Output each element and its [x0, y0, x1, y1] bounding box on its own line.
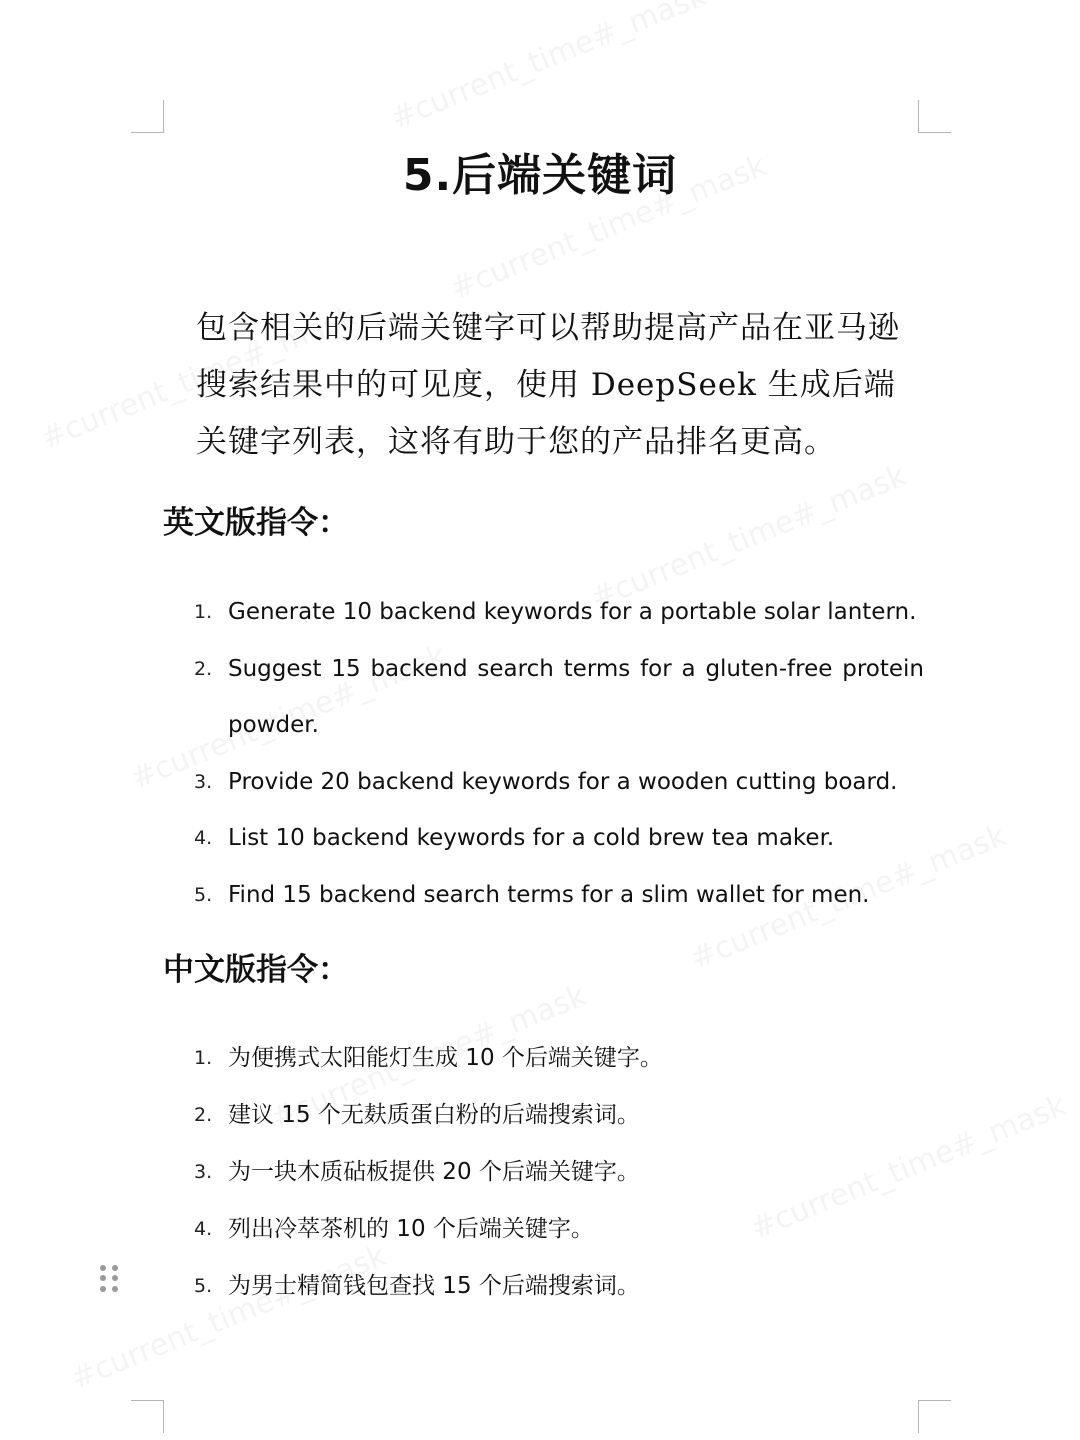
- chinese-prompt-list: [194, 1030, 924, 1315]
- list-item-text: Generate 10 backend keywords for a portable solar lantern.: [228, 599, 917, 625]
- list-item-text: 建议 15 个无麸质蛋白粉的后端搜索词。: [228, 1102, 640, 1128]
- crop-mark-bottom-left: [131, 1400, 164, 1433]
- list-item: [194, 1030, 924, 1087]
- list-item: [194, 1144, 924, 1201]
- intro-paragraph: 包含相关的后端关键字可以帮助提高产品在亚马逊搜索结果中的可见度，使用 DeepSeek 生成后端关键字列表，这将有助于您的产品排名更高。: [196, 310, 900, 460]
- list-item-text: 为便携式太阳能灯生成 10 个后端关键字。: [228, 1045, 663, 1071]
- list-item-number: 1.: [194, 601, 213, 623]
- english-prompt-list: [194, 584, 924, 923]
- list-item-number: 2.: [194, 657, 213, 680]
- list-item-number: 5.: [194, 883, 213, 906]
- list-item-number: 3.: [194, 1161, 213, 1183]
- chinese-prompts-heading: 中文版指令：: [163, 952, 349, 988]
- list-item-number: 3.: [194, 770, 213, 793]
- list-item: [194, 867, 924, 924]
- list-item-number: 5.: [194, 1275, 213, 1297]
- list-item-number: 4.: [194, 1218, 213, 1240]
- list-item: [194, 810, 924, 867]
- list-item-text: 为男士精简钱包查找 15 个后端搜索词。: [228, 1273, 640, 1299]
- list-item-text: List 10 backend keywords for a cold brew tea maker.: [228, 825, 835, 851]
- page-title: 5.后端关键词: [402, 150, 678, 201]
- watermark: [386, 0, 711, 137]
- list-item-text: 列出冷萃茶机的 10 个后端关键字。: [228, 1216, 594, 1242]
- list-item: [194, 1201, 924, 1258]
- crop-mark-top-right: [918, 100, 951, 133]
- list-item-text: 为一块木质砧板提供 20 个后端关键字。: [228, 1159, 640, 1185]
- drag-handle-icon[interactable]: [100, 1265, 118, 1293]
- list-item: [194, 584, 924, 641]
- list-item-text: Suggest 15 backend search terms for a gluten-free protein powder.: [228, 655, 924, 738]
- list-item: [194, 1087, 924, 1144]
- list-item-text: Find 15 backend search terms for a slim wallet for men.: [228, 881, 870, 908]
- crop-mark-top-left: [131, 100, 164, 133]
- english-prompts-heading: 英文版指令：: [163, 505, 349, 541]
- list-item-number: 4.: [194, 827, 213, 849]
- list-item: [194, 754, 924, 811]
- list-item-number: 2.: [194, 1104, 213, 1126]
- list-item: [194, 641, 924, 754]
- list-item: [194, 1258, 924, 1315]
- list-item-text: Provide 20 backend keywords for a wooden cutting board.: [228, 768, 898, 795]
- list-item-number: 1.: [194, 1047, 213, 1069]
- crop-mark-bottom-right: [918, 1400, 951, 1433]
